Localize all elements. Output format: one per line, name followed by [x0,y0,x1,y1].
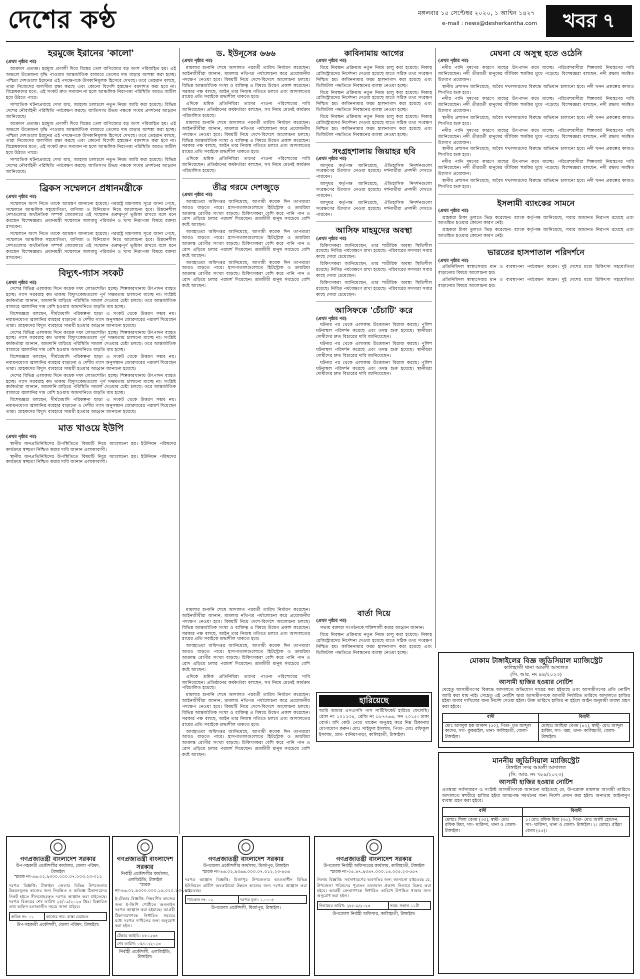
missing-notice[interactable] [316,692,432,742]
paragraph: নদীর পানি দূষণের কারণে মাছের উৎপাদন কমে যাচ্ছে। পরিবেশবাদীরা শিল্পবর্জ্য নিয়ন্ত্রণের দাবি জানিয়েছেন। নদী তীরবর্তী মানুষের জীবিকা হুমকির মুখে পড়েছে। বিশেষজ্ঞরা বলছেন, নদী রক্ষায় সমন্বিত উদ্যোগ প্রয়োজন। [438,66,634,83]
case-number: (সি. আর. নং ৪৪/২০২৩) [510,671,562,678]
paragraph: নদীর পানি দূষণের কারণে মাছের উৎপাদন কমে যাচ্ছে। পরিবেশবাদীরা শিল্পবর্জ্য নিয়ন্ত্রণের দাবি জানিয়েছেন। নদী তীরবর্তী মানুষের জীবিকা হুমকির মুখে পড়েছে। বিশেষজ্ঞরা বলছেন, নদী রক্ষায় সমন্বিত উদ্যোগ প্রয়োজন। [438,128,634,146]
story-body [6,67,176,176]
government-emblem-icon [366,839,382,855]
tender-heading: গণপ্রজাতন্ত্রী বাংলাদেশ সরকার [116,856,174,871]
column-3 [316,48,432,608]
story-headline[interactable]: ভারতের হাসপাতাল পরিদর্শনে [487,247,585,258]
story-body [182,608,310,759]
story-barta[interactable] [316,608,432,688]
court-notice-kalihati[interactable] [438,652,634,748]
plaintiff-details: মোছাঃ শিলা বেগম (৩০), স্বামী- মোঃ রফিক মিয়া, সাং- ঘারিন্দা, থানা ও জেলা- টাঙ্গাইল। [443,816,523,836]
paragraph: প্রতিনিধিদল স্বাস্থ্যসেবার মান ও ব্যবস্থাপনা পর্যবেক্ষণ করেন। দুই দেশের মধ্যে চিকিৎসা সহযোগিতা বাড়ানোর বিষয়ে আলোচনা হয়। [438,265,634,277]
defendant-details: মোছাঃ আছিয়া বেগম (৪২), স্বামী- মোঃ আব্দুল হাকিম, সাং- বল্লা, থানা- কালিহাতী, জেলা- টাঙ্গাইল। [539,722,630,742]
story-byline: (প্রথম পৃষ্ঠার পর) [438,208,469,214]
story-body [438,265,634,290]
plaintiff-details: মোঃ আবদুল হক আকন্দ (৫০), পিতা- মৃত আব্দুল কাদের, সাং- কুকরাইল, থানা- কালিহাতী, জেলা- টাঙ্গাইল। [443,722,539,742]
missing-notice-body: আমি আমার এসএসসি পাস সার্টিফিকেট হারিয়ে ফেলেছি। রোল নং ১০১২৩৪, রেজি নং ৮৮৭৭৬৬, সন ২০১৫। ঢাকা বোর্ড। যদি কেউ পেয়ে থাকেন অনুগ্রহ করে নিম্ন ঠিকানায় যোগাযোগ করুন। মোঃ সাইফুল ইসলাম, পিতা- মোঃ রফিকুল ইসলাম, গ্রাম- বানিয়াপাড়া, কালিহাতী, টাঙ্গাইল। [319,709,429,738]
paragraph: সাম্প্রতিক ঘটনাপ্রবাহে দেখা যায়, জাহাজ চলাচলে নতুন নিয়ম জারি করা হয়েছে। বিভিন্ন দেশের নৌবাহিনী পরিস্থিতি পর্যবেক্ষণ করছে। জাতিসংঘ উভয় পক্ষকে সংযম প্রদর্শনের আহ্বান জানিয়েছে। [6,103,176,120]
paragraph: নদীর পানি দূষণের কারণে মাছের উৎপাদন কমে যাচ্ছে। পরিবেশবাদীরা শিল্পবর্জ্য নিয়ন্ত্রণের দাবি জানিয়েছেন। নদী তীরবর্তী মানুষের জীবিকা হুমকির মুখে পড়েছে। বিশেষজ্ঞরা বলছেন, নদী রক্ষায় সমন্বিত উদ্যোগ প্রয়োজন। [438,97,634,115]
tender-heading: গণপ্রজাতন্ত্রী বাংলাদেশ সরকার [336,856,412,863]
newspaper-name[interactable]: দেশের কণ্ঠ [8,5,117,34]
story-body [182,66,310,175]
story-body [316,164,432,219]
paragraph: আবহাওয়া অধিদপ্তর জানিয়েছে, আগামী কয়েক দিন তাপমাত্রা আরও বাড়তে পারে। হাসপাতালগুলোতে হিটস্ট্রোক ও ডায়রিয়া আক্রান্ত রোগীর সংখ্যা বাড়ছে। চিকিৎসকরা বেশি করে পানি পান ও রোদ এড়িয়ে চলার পরামর্শ দিয়েছেন। শ্রমজীবী মানুষ সবচেয়ে বেশি কষ্টে আছেন। [182,260,310,290]
plaintiff-header: বাদী [443,808,523,817]
story-byline: (প্রথম পৃষ্ঠার পর) [438,258,469,264]
paragraph: মামলার শুনানি শেষে আদালত পরবর্তী তারিখ নির্ধারণ করেছেন। আইনজীবীরা জানান, মামলার নথিপত্র পর্যালোচনা করে প্রয়োজনীয় পদক্ষেপ নেওয়া হবে। বিষয়টি নিয়ে দেশে-বিদেশে আলোচনা চলছে। বিভিন্ন আন্তর্জাতিক সংস্থা ও ব্যক্তিত্ব এ বিষয়ে উদ্বেগ প্রকাশ করেছেন। সরকার পক্ষ বলছে, আইন তার নিজস্ব গতিতে চলবে এবং আদালতের রায়ের প্রতি সবাইকে শ্রদ্ধাশীল থাকতে হবে। [182,120,310,156]
tender-cell: কাজের নাম: রাস্তা মেরামত [45,912,107,920]
paragraph: জাদুঘর কর্তৃপক্ষ জানিয়েছে, ঐতিহাসিক নিদর্শনগুলো সংরক্ষণের উদ্যোগ নেওয়া হয়েছে। দর্শনার্থীরা প্রদর্শনী দেখতে পারবেন। [316,200,432,218]
story-up[interactable] [6,424,176,469]
story-byline: (প্রথম পৃষ্ঠার পর) [6,60,37,66]
court-subtitle: টাঙ্গাইল সদর আমলী আদালত [506,765,566,772]
tender-notice-3[interactable] [182,836,310,976]
court-subtitle: কালিহাতী থানা আমলী আদালত [503,665,569,672]
paragraph: ঘটনার পর থেকে এলাকায় উত্তেজনা বিরাজ করছে। পুলিশ ঘটনাস্থল পরিদর্শন করেছে এবং তদন্ত শুরু হয়েছে। স্থানীয়রা দোষীদের দ্রুত বিচারের দাবি জানিয়েছেন। [316,323,432,341]
plaintiff-header: বাদী [443,713,539,722]
story-headline[interactable]: আসিফ মাহমুদের অবস্থা [335,225,413,236]
story-power-gas[interactable] [6,269,176,419]
column-divider [179,48,180,834]
defendant-header: বিবাদী [539,713,630,722]
tender-signature: উপজেলা নির্বাহী অফিসার, কালিহাতী, টাঙ্গাইল। [332,911,416,917]
tender-office: উপজেলা নির্বাহী অফিসারের কার্যালয়, কালিহাতী, টাঙ্গাইল [323,863,425,869]
tender-cell: শেষ তারিখ: ০৫/১০/২০২৩ [116,939,175,947]
story-asif-attack[interactable] [316,306,432,381]
tender-cell: সময়: সকাল ১১টা [388,901,430,909]
story-headline[interactable]: মেঘনা যে অসুস্থ হতে ওঠেনি [489,48,583,58]
tender-body: দরপত্র বিজ্ঞপ্তি: টাঙ্গাইল জেলার বিভিন্ন উপজেলায় উন্নয়নমূলক কাজের জন্য নিবন্ধিত ও অভিজ্ঞ ঠিকাদারদের নিকট হইতে সীলমোহরকৃত দরপত্র আহ্বান করা যাইতেছে। দরপত্র বিক্রয়ের শেষ তারিখ ২৫/০৯/২০২৩ খ্রিঃ। বিস্তারিত তথ্য অফিস চলাকালীন সময়ে জানা যাইবে। [9,882,107,910]
government-emblem-icon [137,839,153,855]
paragraph: আবহাওয়া অধিদপ্তর জানিয়েছে, আগামী কয়েক দিন তাপমাত্রা আরও বাড়তে পারে। হাসপাতালগুলোতে হিটস্ট্রোক ও ডায়রিয়া আক্রান্ত রোগীর সংখ্যা বাড়ছে। চিকিৎসকরা বেশি করে পানি পান ও রোদ এড়িয়ে চলার পরামর্শ দিয়েছেন। শ্রমজীবী মানুষ সবচেয়ে বেশি কষ্টে আছেন। [182,199,310,229]
paragraph: বিয়ে নিবন্ধন প্রক্রিয়ায় নতুন নিয়ম চালু করা হয়েছে। নিকাহ রেজিস্ট্রারদের নির্দেশনা দেওয়া হয়েছে যাতে সঠিক তথ্য সংরক্ষণ নিশ্চিত হয়। কাবিননামার ফরম হালনাগাদ করা হয়েছে এবং ডিজিটাল পদ্ধতিতে নিবন্ধনের ব্যবস্থা নেওয়া হচ্ছে। [316,90,432,114]
issue-date: মঙ্গলবার ১৫ সেপ্টেম্বর ২০২০, ১ আশ্বিন ১৪২৭ [418,10,535,17]
story-museum[interactable] [316,147,432,223]
story-byline: (প্রথম পৃষ্ঠার পর) [316,619,347,625]
notice-body: যেহেতু আসামীগণের বিরুদ্ধে আদালতে অভিযোগ দায়ের করা হইয়াছে এবং আসামীগণের প্রতি নোটিশ জারি করা যায় নাই। সেহেতু এই নোটিশ দ্বারা আসামীগণকে আগামী নির্ধারিত তারিখে আদালতে হাজির হইয়া জবাব দাখিলের জন্য নির্দেশ দেওয়া হইল। উক্ত তারিখে হাজির না হইলে আইন অনুযায়ী ব্যবস্থা গ্রহণ করা হইবে। [442,687,630,711]
paragraph: মামলার শুনানি শেষে আদালত পরবর্তী তারিখ নির্ধারণ করেছেন। আইনজীবীরা জানান, মামলার নথিপত্র পর্যালোচনা করে প্রয়োজনীয় পদক্ষেপ নেওয়া হবে। বিষয়টি নিয়ে দেশে-বিদেশে আলোচনা চলছে। বিভিন্ন আন্তর্জাতিক সংস্থা ও ব্যক্তিত্ব এ বিষয়ে উদ্বেগ প্রকাশ করেছেন। সরকার পক্ষ বলছে, আইন তার নিজস্ব গতিতে চলবে এবং আদালতের রায়ের প্রতি সবাইকে শ্রদ্ধাশীল থাকতে হবে। [182,66,310,101]
story-body [316,244,432,299]
paragraph: স্থানীয় জনপ্রতিনিধিদের উপস্থিতিতে বিষয়টি নিয়ে আলোচনা হয়। ইউনিয়ন পরিষদের কার্যক্রমে স্বচ্ছতা নিশ্চিত করার দাবি জানান এলাকাবাসী। [6,441,176,453]
story-heatwave[interactable] [182,183,310,293]
paragraph: এদিকে শ্রমিক প্রতিনিধিরা তাদের পাওনা পরিশোধের দাবি জানিয়েছেন। প্রতিষ্ঠানের কর্মকর্তারা বলছেন, সব নিয়ম মেনেই কার্যক্রম পরিচালিত হয়েছে। [182,674,310,692]
paragraph: দেশের বিভিন্ন এলাকায় দিনে কয়েক দফা লোডশেডিং হচ্ছে। শিল্পকারখানায় উৎপাদন ব্যাহত হচ্ছে। গ্যাস সরবরাহ কম থাকায় বিদ্যুৎকেন্দ্রগুলো পূর্ণ সক্ষমতায় চালানো যাচ্ছে না। সংশ্লিষ্ট কর্মকর্তারা জানান, আমদানি বাড়িয়ে পরিস্থিতি সামাল দেওয়ার চেষ্টা চলছে। তবে আন্তর্জাতিক বাজারে জ্বালানির দাম বেশি হওয়ায় আমদানিতে বাড়তি ব্যয় হচ্ছে। [6,287,176,311]
paragraph: ঘটনার পর থেকে এলাকায় উত্তেজনা বিরাজ করছে। পুলিশ ঘটনাস্থল পরিদর্শন করেছে এবং তদন্ত শুরু হয়েছে। স্থানীয়রা দোষীদের দ্রুত বিচারের দাবি জানিয়েছেন। [316,360,432,378]
paragraph: এদিকে শ্রমিক প্রতিনিধিরা তাদের পাওনা পরিশোধের দাবি জানিয়েছেন। প্রতিষ্ঠানের কর্মকর্তারা বলছেন, সব নিয়ম মেনেই কার্যক্রম পরিচালিত হয়েছে। [182,102,310,120]
story-byline: (প্রথম পৃষ্ঠার পর) [316,156,347,162]
paragraph: আক্রমণ প্রত্যক্ষ। হরমুজ প্রণালী দিয়ে বিশ্বের তেল বাণিজ্যের বড় অংশ পরিবাহিত হয়। এই অঞ্চলে উত্তেজনা বৃদ্ধি পাওয়ায় আন্তর্জাতিক বাজারে তেলের দাম বাড়ার আশঙ্কা করা হচ্ছে। পশ্চিমা দেশগুলো ইরানের এই পদক্ষেপকে উসকানিমূলক হিসেবে দেখছে। তবে তেহরান বলছে, তারা নিজেদের জলসীমা রক্ষা করছে এবং কোনো বিদেশি হস্তক্ষেপ বরদাশত করা হবে না। বিশ্লেষকদের মতে, এই সংকট দ্রুত সমাধান না হলে আঞ্চলিক নিরাপত্তা পরিস্থিতি আরও জটিল হয়ে উঠতে পারে। [6,66,176,102]
paragraph: স্থানীয় প্রশাসন জানিয়েছে, অবৈধ দখলদারদের বিরুদ্ধে অভিযান চালানো হবে। নদী খনন প্রকল্পের কাজও শিগগির শুরু হবে। [438,84,634,96]
tender-cell: নিলামের তারিখ: ২৮/০৯/২০২৩ [318,901,389,909]
tender-table [317,901,431,910]
paragraph: মামলার শুনানি শেষে আদালত পরবর্তী তারিখ নির্ধারণ করেছেন। আইনজীবীরা জানান, মামলার নথিপত্র পর্যালোচনা করে প্রয়োজনীয় পদক্ষেপ নেওয়া হবে। বিষয়টি নিয়ে দেশে-বিদেশে আলোচনা চলছে। বিভিন্ন আন্তর্জাতিক সংস্থা ও ব্যক্তিত্ব এ বিষয়ে উদ্বেগ প্রকাশ করেছেন। সরকার পক্ষ বলছে, আইন তার নিজস্ব গতিতে চলবে এবং আদালতের রায়ের প্রতি সবাইকে শ্রদ্ধাশীল থাকতে হবে। [182,693,310,728]
story-byline: (প্রথম পৃষ্ঠার পর) [316,59,347,65]
tender-cell: টেন্ডার আইডি: ৮৮১২৩৪ [116,931,175,939]
tender-signature: নির্বাহী প্রকৌশলী, এলজিইডি, টাঙ্গাইল। [119,949,171,961]
tender-cell: ক্রমিক নং: ০১ [10,912,45,920]
story-asif-condition[interactable] [316,226,432,302]
paragraph: সভায় বক্তারা সংগঠনকে শক্তিশালী করার আহ্বান জানান। [320,626,425,632]
tender-office: নির্বাহী প্রকৌশলীর কার্যালয়, এলজিইডি, টাঙ্গাইল [120,871,170,883]
government-emblem-icon [238,839,254,855]
paragraph: এদিকে শ্রমিক প্রতিনিধিরা তাদের পাওনা পরিশোধের দাবি জানিয়েছেন। প্রতিষ্ঠানের কর্মকর্তারা বলছেন, সব নিয়ম মেনেই কার্যক্রম পরিচালিত হয়েছে। [182,157,310,174]
column-4 [438,48,634,648]
paragraph: বিয়ে নিবন্ধন প্রক্রিয়ায় নতুন নিয়ম চালু করা হয়েছে। নিকাহ রেজিস্ট্রারদের নির্দেশনা দেওয়া হয়েছে যাতে সঠিক তথ্য সংরক্ষণ নিশ্চিত হয়। কাবিননামার ফরম হালনাগাদ করা হয়েছে এবং ডিজিটাল পদ্ধতিতে নিবন্ধনের ব্যবস্থা নেওয়া হচ্ছে। [316,115,432,138]
story-hormuz[interactable] [6,49,176,180]
tender-notice-2[interactable] [112,836,191,976]
paragraph: চিকিৎসকরা জানিয়েছেন, তার শারীরিক অবস্থা স্থিতিশীল রয়েছে। নিবিড় পর্যবেক্ষণে রাখা হয়েছে। পরিবারের সদস্যরা সবার কাছে দোয়া চেয়েছেন। [316,262,432,279]
story-headline[interactable]: আসিফকে 'চেঁচাটি' করে [335,305,413,316]
paragraph: দেশের বিভিন্ন এলাকায় দিনে কয়েক দফা লোডশেডিং হচ্ছে। শিল্পকারখানায় উৎপাদন ব্যাহত হচ্ছে। গ্যাস সরবরাহ কম থাকায় বিদ্যুৎকেন্দ্রগুলো পূর্ণ সক্ষমতায় চালানো যাচ্ছে না। সংশ্লিষ্ট কর্মকর্তারা জানান, আমদানি বাড়িয়ে পরিস্থিতি সামাল দেওয়ার চেষ্টা চলছে। তবে আন্তর্জাতিক বাজারে জ্বালানির দাম বেশি হওয়ায় আমদানিতে বাড়তি ব্যয় হচ্ছে। [6,330,176,354]
story-headline[interactable]: কাবিনামায় আগের [344,48,404,58]
section-label [546,5,632,37]
tender-table [185,895,307,904]
tender-cell: দরপত্র মূল্য: ১,০০০/- [238,896,306,904]
paragraph: আবহাওয়া অধিদপ্তর জানিয়েছে, আগামী কয়েক দিন তাপমাত্রা আরও বাড়তে পারে। হাসপাতালগুলোতে হিটস্ট্রোক ও ডায়রিয়া আক্রান্ত রোগীর সংখ্যা বাড়ছে। চিকিৎসকরা বেশি করে পানি পান ও রোদ এড়িয়ে চলার পরামর্শ দিয়েছেন। শ্রমজীবী মানুষ সবচেয়ে বেশি কষ্টে আছেন। [182,230,310,259]
story-headline[interactable]: ড. ইউনূসের ৬৬৬ [216,48,276,58]
paragraph: চিকিৎসকরা জানিয়েছেন, তার শারীরিক অবস্থা স্থিতিশীল রয়েছে। নিবিড় পর্যবেক্ষণে রাখা হয়েছে। পরিবারের সদস্যরা সবার কাছে দোয়া চেয়েছেন। [316,243,432,261]
story-byline: (প্রথম পৃষ্ঠার পর) [6,280,37,286]
column-2-lower [182,608,310,830]
tender-heading: গণপ্রজাতন্ত্রী বাংলাদেশ সরকার [20,856,96,863]
story-byline: (প্রথম পৃষ্ঠার পর) [438,59,469,65]
paragraph: স্থানীয় প্রশাসন জানিয়েছে, অবৈধ দখলদারদের বিরুদ্ধে অভিযান চালানো হবে। নদী খনন প্রকল্পের কাজও শিগগির শুরু হবে। [438,147,634,159]
column-divider [435,48,436,648]
story-body [182,200,310,290]
column-1 [6,48,176,838]
masthead [6,4,634,42]
story-body [6,442,176,467]
paragraph: দেশের বিভিন্ন এলাকায় দিনে কয়েক দফা লোডশেডিং হচ্ছে। শিল্পকারখানায় উৎপাদন ব্যাহত হচ্ছে। গ্যাস সরবরাহ কম থাকায় বিদ্যুৎকেন্দ্রগুলো পূর্ণ সক্ষমতায় চালানো যাচ্ছে না। সংশ্লিষ্ট কর্মকর্তারা জানান, আমদানি বাড়িয়ে পরিস্থিতি সামাল দেওয়ার চেষ্টা চলছে। তবে আন্তর্জাতিক বাজারে জ্বালানির দাম বেশি হওয়ায় আমদানিতে বাড়তি ব্যয় হচ্ছে। [6,373,176,397]
paragraph: গ্রাহকরা টাকা তুলতে ভিড় করেছেন। ব্যাংক কর্তৃপক্ষ জানিয়েছে, সবার আমানত নিরাপদ রয়েছে এবং আতঙ্কিত হওয়ার কোনো কারণ নেই। [438,228,634,240]
story-body [438,216,634,241]
paragraph: আবহাওয়া অধিদপ্তর জানিয়েছে, আগামী কয়েক দিন তাপমাত্রা আরও বাড়তে পারে। হাসপাতালগুলোতে হিটস্ট্রোক ও ডায়রিয়া আক্রান্ত রোগীর সংখ্যা বাড়ছে। চিকিৎসকরা বেশি করে পানি পান ও রোদ এড়িয়ে চলার পরামর্শ দিয়েছেন। শ্রমজীবী মানুষ সবচেয়ে বেশি কষ্টে আছেন। [182,729,310,758]
story-headline[interactable]: বিদ্যুৎ-গ্যাস সংকট [58,269,124,280]
story-headline[interactable]: হরমুজে ইরানের 'কালো' [47,49,135,59]
story-body [316,323,432,378]
court-notice-sadar[interactable] [438,752,634,974]
story-headline[interactable]: মাত খাওয়ে ইউপি [58,423,124,434]
story-headline[interactable]: ব্রিকস সম্মেলনে প্রধানমন্ত্রীকে [39,183,143,194]
paragraph: সাম্প্রতিক ঘটনাপ্রবাহে দেখা যায়, জাহাজ চলাচলে নতুন নিয়ম জারি করা হয়েছে। বিভিন্ন দেশের নৌবাহিনী পরিস্থিতি পর্যবেক্ষণ করছে। জাতিসংঘ উভয় পক্ষকে সংযম প্রদর্শনের আহ্বান জানিয়েছে। [6,158,176,175]
paragraph: আক্রমণ প্রত্যক্ষ। হরমুজ প্রণালী দিয়ে বিশ্বের তেল বাণিজ্যের বড় অংশ পরিবাহিত হয়। এই অঞ্চলে উত্তেজনা বৃদ্ধি পাওয়ায় আন্তর্জাতিক বাজারে তেলের দাম বাড়ার আশঙ্কা করা হচ্ছে। পশ্চিমা দেশগুলো ইরানের এই পদক্ষেপকে উসকানিমূলক হিসেবে দেখছে। তবে তেহরান বলছে, তারা নিজেদের জলসীমা রক্ষা করছে এবং কোনো বিদেশি হস্তক্ষেপ বরদাশত করা হবে না। বিশ্লেষকদের মতে, এই সংকট দ্রুত সমাধান না হলে আঞ্চলিক নিরাপত্তা পরিস্থিতি আরও জটিল হয়ে উঠতে পারে। [6,121,176,157]
paragraph: বিয়ে নিবন্ধন প্রক্রিয়ায় নতুন নিয়ম চালু করা হয়েছে। নিকাহ রেজিস্ট্রারদের নির্দেশনা দেওয়া হয়েছে যাতে সঠিক তথ্য সংরক্ষণ নিশ্চিত হয়। কাবিননামার ফরম হালনাগাদ করা হয়েছে এবং ডিজিটাল পদ্ধতিতে নিবন্ধনের ব্যবস্থা নেওয়া হচ্ছে। [316,632,432,656]
paragraph: প্রতিনিধিদল স্বাস্থ্যসেবার মান ও ব্যবস্থাপনা পর্যবেক্ষণ করেন। দুই দেশের মধ্যে চিকিৎসা সহযোগিতা বাড়ানোর বিষয়ে আলোচনা হয়। [438,277,634,289]
government-emblem-icon [50,839,66,855]
tender-notice-1[interactable] [6,836,110,976]
tender-table [115,931,175,948]
tender-heading: গণপ্রজাতন্ত্রী বাংলাদেশ সরকার [208,856,284,863]
tender-notice-4[interactable] [314,836,434,976]
tender-ref: স্মারক নং-৪৬.০২.৯৩৬৬.০০০.০৭.০১২.২৩-৪৫৬ [202,869,290,875]
parties-table [442,807,630,837]
parties-table [442,713,630,743]
paragraph: বিয়ে নিবন্ধন প্রক্রিয়ায় নতুন নিয়ম চালু করা হয়েছে। নিকাহ রেজিস্ট্রারদের নির্দেশনা দেওয়া হয়েছে যাতে সঠিক তথ্য সংরক্ষণ নিশ্চিত হয়। কাবিননামার ফরম হালনাগাদ করা হয়েছে এবং ডিজিটাল পদ্ধতিতে নিবন্ধনের ব্যবস্থা নেওয়া হচ্ছে। [316,66,432,89]
paragraph: জাদুঘর কর্তৃপক্ষ জানিয়েছে, ঐতিহাসিক নিদর্শনগুলো সংরক্ষণের উদ্যোগ নেওয়া হয়েছে। দর্শনার্থীরা প্রদর্শনী দেখতে পারবেন। [316,182,432,199]
story-islami-bank[interactable] [438,199,634,245]
page-number: ৭ [602,9,615,32]
story-body [6,202,176,262]
notice-body: এতদ্বারা সর্বসাধারণ ও সংশ্লিষ্ট আসামীগণকে জানানো যাইতেছে যে, উপরোক্ত মামলায় আগামী তারিখে আদালতে স্বশরীরে হাজির হইয়া আত্মপক্ষ সমর্থনের জন্য নির্দেশ প্রদান করা হইল। অন্যথায় আইনানুগ ব্যবস্থা গ্রহণ করা হইবে। [442,787,630,805]
paragraph: বিশেষজ্ঞরা বলছেন, দীর্ঘমেয়াদি পরিকল্পনা ছাড়া এ সংকট থেকে উত্তরণ সম্ভব নয়। নবায়নযোগ্য জ্বালানির ব্যবহার বাড়ানো ও দেশীয় গ্যাস অনুসন্ধান জোরদারের পরামর্শ দিয়েছেন তারা। গ্রাহকদের বিদ্যুৎ ব্যবহারে সাশ্রয়ী হওয়ার আহ্বান জানানো হয়েছে। [6,311,176,329]
defendant-header: বিবাদী [523,808,630,817]
tender-cell: প্যাকেজ নং: ০২ [186,896,239,904]
paragraph: বিশেষজ্ঞরা বলছেন, দীর্ঘমেয়াদি পরিকল্পনা ছাড়া এ সংকট থেকে উত্তরণ সম্ভব নয়। নবায়নযোগ্য জ্বালানির ব্যবহার বাড়ানো ও দেশীয় গ্যাস অনুসন্ধান জোরদারের পরামর্শ দিয়েছেন তারা। গ্রাহকদের বিদ্যুৎ ব্যবহারে সাশ্রয়ী হওয়ার আহ্বান জানানো হয়েছে। [6,398,176,415]
story-byline: (প্রথম পৃষ্ঠার পর) [316,236,347,242]
paragraph: চিকিৎসকরা জানিয়েছেন, তার শারীরিক অবস্থা স্থিতিশীল রয়েছে। নিবিড় পর্যবেক্ষণে রাখা হয়েছে। পরিবারের সদস্যরা সবার কাছে দোয়া চেয়েছেন। [316,280,432,298]
story-byline: (প্রথম পৃষ্ঠার পর) [6,435,37,441]
story-body [316,66,432,139]
tender-body: ই-টেন্ডার বিজ্ঞপ্তি: নিম্নবর্ণিত কাজের জন্য ই-জিপি পোর্টালে অনলাইন দরপত্র আহ্বান করা হইয়াছে। আগ্রহী ঠিকাদারগণকে নির্ধারিত সময়ের মধ্যে দরপত্র দাখিলের জন্য অনুরোধ করা হইল। [115,896,175,929]
paragraph: বিশেষজ্ঞরা বলছেন, দীর্ঘমেয়াদি পরিকল্পনা ছাড়া এ সংকট থেকে উত্তরণ সম্ভব নয়। নবায়নযোগ্য জ্বালানির ব্যবহার বাড়ানো ও দেশীয় গ্যাস অনুসন্ধান জোরদারের পরামর্শ দিয়েছেন তারা। গ্রাহকদের বিদ্যুৎ ব্যবহারে সাশ্রয়ী হওয়ার আহ্বান জানানো হয়েছে। [6,355,176,372]
paragraph: মামলার শুনানি শেষে আদালত পরবর্তী তারিখ নির্ধারণ করেছেন। আইনজীবীরা জানান, মামলার নথিপত্র পর্যালোচনা করে প্রয়োজনীয় পদক্ষেপ নেওয়া হবে। বিষয়টি নিয়ে দেশে-বিদেশে আলোচনা চলছে। বিভিন্ন আন্তর্জাতিক সংস্থা ও ব্যক্তিত্ব এ বিষয়ে উদ্বেগ প্রকাশ করেছেন। সরকার পক্ষ বলছে, আইন তার নিজস্ব গতিতে চলবে এবং আদালতের রায়ের প্রতি সবাইকে শ্রদ্ধাশীল থাকতে হবে। [182,608,310,643]
notice-label: আসামী হাজির হওয়ার নোটিশ [499,779,573,786]
story-body [316,626,432,656]
story-meghna[interactable] [438,49,634,195]
story-india-hospital[interactable] [438,248,634,293]
tender-office: উপজেলা প্রকৌশলীর কার্যালয়, মির্জাপুর, টাঙ্গাইল [203,863,289,869]
tender-signature: উপজেলা প্রকৌশলী, মির্জাপুর, টাঙ্গাইল। [211,906,281,912]
tender-table [9,912,107,921]
court-title: মাননীয় জুডিসিয়াল ম্যাজিস্ট্রেট [492,756,580,765]
story-byline: (প্রথম পৃষ্ঠার পর) [6,195,37,201]
newspaper-page [6,4,634,975]
paragraph: সম্মেলনে অংশ নিতে তাকে আমন্ত্রণ জানানো হয়েছে। পররাষ্ট্র মন্ত্রণালয় সূত্রে জানা গেছে, সম্মেলনে আঞ্চলিক সহযোগিতা, বাণিজ্য ও বিনিয়োগ নিয়ে আলোচনা হবে। উন্নয়নশীল দেশগুলোর অর্থনৈতিক সম্পর্ক জোরদারে এই সম্মেলন গুরুত্বপূর্ণ ভূমিকা রাখবে বলে মনে করছেন বিশেষজ্ঞরা। প্রধানমন্ত্রী সম্মেলনে জলবায়ু পরিবর্তন ও খাদ্য নিরাপত্তা বিষয়ে বক্তব্য রাখবেন। [6,201,176,231]
section-name: খবর [563,9,597,32]
defendant-details: ১। মোঃ রফিক মিয়া (৩৫), পিতা- মোঃ আলী হোসেন, সাং- ঘারিন্দা, থানা ও জেলা- টাঙ্গাইল। ২। মোছাঃ রহিমা বেগম (৫৫)। [523,816,630,836]
paragraph: গ্রাহকরা টাকা তুলতে ভিড় করেছেন। ব্যাংক কর্তৃপক্ষ জানিয়েছে, সবার আমানত নিরাপদ রয়েছে এবং আতঙ্কিত হওয়ার কোনো কারণ নেই। [438,215,634,227]
case-number: (সি. আর. নং ৭৮৯/২০২৩) [508,771,564,778]
story-body [438,66,634,191]
missing-notice-title: হারিয়েছে [319,695,429,707]
notice-label: আসামী হাজির হওয়ার নোটিশ [499,679,573,686]
paragraph: স্থানীয় প্রশাসন জানিয়েছে, অবৈধ দখলদারদের বিরুদ্ধে অভিযান চালানো হবে। নদী খনন প্রকল্পের কাজও শিগগির শুরু হবে। [438,116,634,127]
paragraph: স্থানীয় প্রশাসন জানিয়েছে, অবৈধ দখলদারদের বিরুদ্ধে অভিযান চালানো হবে। নদী খনন প্রকল্পের কাজও শিগগির শুরু হবে। [438,178,634,190]
story-kabinnama[interactable] [316,49,432,143]
tender-office: উপ-সহকারী প্রকৌশলীর কার্যালয়, জেলা পরিষদ, টাঙ্গাইল [15,863,101,875]
tender-ref: স্মারক নং-০৫.৪৭.৯৩৪৭.০০০.১৪.০০৫.২৩-৫৫৭ [330,869,418,875]
tender-ref: স্মারক নং-৪৬.০২.৯৩০০.০০০.১৪.০২০.২৩-৮৮১ [115,883,191,894]
tender-body: নিলাম বিজ্ঞপ্তি: সর্বসাধারণের অবগতির জন্য জানানো যাইতেছে যে, উপজেলা পরিষদের পুরাতন মালামাল প্রকাশ্য নিলামে বিক্রয় করা হইবে। আগ্রহী ক্রেতাগণকে নির্ধারিত তারিখে উপস্থিত থাকার জন্য অনুরোধ করা হইল। [317,877,431,899]
story-byline: (প্রথম পৃষ্ঠার পর) [316,316,347,322]
story-body [6,287,176,415]
paragraph: নদীর পানি দূষণের কারণে মাছের উৎপাদন কমে যাচ্ছে। পরিবেশবাদীরা শিল্পবর্জ্য নিয়ন্ত্রণের দাবি জানিয়েছেন। নদী তীরবর্তী মানুষের জীবিকা হুমকির মুখে পড়েছে। বিশেষজ্ঞরা বলছেন, নদী রক্ষায় সমন্বিত উদ্যোগ প্রয়োজন। [438,160,634,177]
story-byline: (প্রথম পৃষ্ঠার পর) [182,59,213,65]
paragraph: ঘটনার পর থেকে এলাকায় উত্তেজনা বিরাজ করছে। পুলিশ ঘটনাস্থল পরিদর্শন করেছে এবং তদন্ত শুরু হয়েছে। স্থানীয়রা দোষীদের দ্রুত বিচারের দাবি জানিয়েছেন। [316,342,432,359]
story-headline[interactable]: সংগ্রহশালায় জিয়াহর ছবি [332,145,416,156]
story-headline[interactable]: তীব্র গরমে দেশজুড়ে [212,181,280,192]
court-title: মোকাম টাঙ্গাইলের বিজ্ঞ জুডিসিয়াল ম্যাজিস্ট্রেট [469,656,603,665]
tender-ref: স্মারক নং-৪৬.০২.৯৩০০.০০০.০৭.০০৩.২৩-৩১২ [14,875,102,881]
story-brics[interactable] [6,184,176,266]
column-2 [182,48,310,608]
paragraph: সম্মেলনে অংশ নিতে তাকে আমন্ত্রণ জানানো হয়েছে। পররাষ্ট্র মন্ত্রণালয় সূত্রে জানা গেছে, সম্মেলনে আঞ্চলিক সহযোগিতা, বাণিজ্য ও বিনিয়োগ নিয়ে আলোচনা হবে। উন্নয়নশীল দেশগুলোর অর্থনৈতিক সম্পর্ক জোরদারে এই সম্মেলন গুরুত্বপূর্ণ ভূমিকা রাখবে বলে মনে করছেন বিশেষজ্ঞরা। প্রধানমন্ত্রী সম্মেলনে জলবায়ু পরিবর্তন ও খাদ্য নিরাপত্তা বিষয়ে বক্তব্য রাখবেন। [6,232,176,261]
contact-email[interactable]: e-mail : news@desherkantha.com [442,21,538,27]
paragraph: স্থানীয় জনপ্রতিনিধিদের উপস্থিতিতে বিষয়টি নিয়ে আলোচনা হয়। ইউনিয়ন পরিষদের কার্যক্রমে স্বচ্ছতা নিশ্চিত করার দাবি জানান এলাকাবাসী। [6,454,176,466]
story-yunus[interactable] [182,49,310,179]
story-headline[interactable]: ইসলামী ব্যাংকের সামনে [497,197,575,208]
tender-signature: উপ-সহকারী প্রকৌশলী, জেলা পরিষদ, টাঙ্গাইল। [16,922,100,928]
story-headline[interactable]: বাৰ্তা দিয়ে [357,608,391,618]
paragraph: জাদুঘর কর্তৃপক্ষ জানিয়েছে, ঐতিহাসিক নিদর্শনগুলো সংরক্ষণের উদ্যোগ নেওয়া হয়েছে। দর্শনার্থীরা প্রদর্শনী দেখতে পারবেন। [316,163,432,181]
story-byline: (প্রথম পৃষ্ঠার পর) [182,193,213,199]
tender-body: দরপত্র আহ্বান বিজ্ঞপ্তি: মির্জাপুর উপজেলার আওতাধীন বিভিন্ন ইউনিয়নে গ্রামীণ অবকাঠামো উন্নয়ন কাজের জন্য দরপত্র আহ্বান করা যাইতেছে। [185,877,307,893]
paragraph: আবহাওয়া অধিদপ্তর জানিয়েছে, আগামী কয়েক দিন তাপমাত্রা আরও বাড়তে পারে। হাসপাতালগুলোতে হিটস্ট্রোক ও ডায়রিয়া আক্রান্ত রোগীর সংখ্যা বাড়ছে। চিকিৎসকরা বেশি করে পানি পান ও রোদ এড়িয়ে চলার পরামর্শ দিয়েছেন। শ্রমজীবী মানুষ সবচেয়ে বেশি কষ্টে আছেন। [182,644,310,673]
